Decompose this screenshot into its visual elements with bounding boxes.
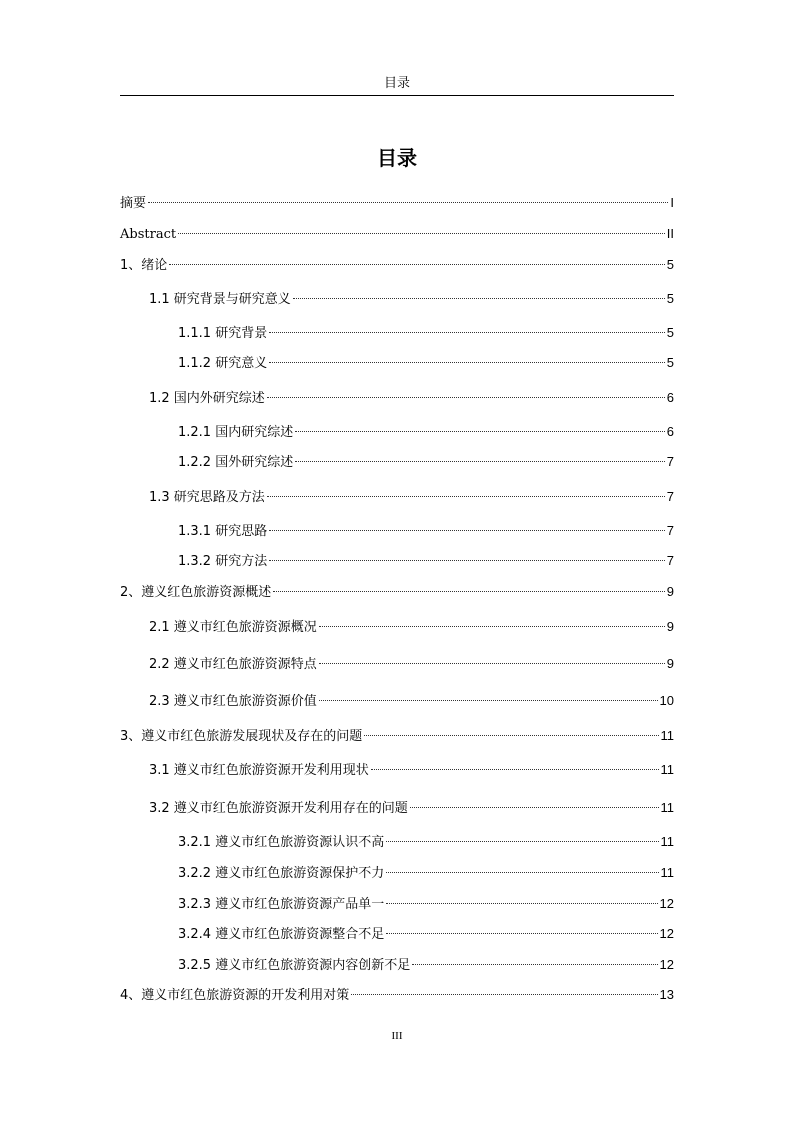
- toc-entry-section-1-2-1[interactable]: [178, 423, 674, 441]
- toc-entry-page: 11: [660, 834, 674, 849]
- dot-leader: [319, 663, 665, 664]
- toc-entry-section-1-1-1[interactable]: [178, 324, 674, 342]
- toc-entry-label: 3.2.4 遵义市红色旅游资源整合不足: [178, 927, 385, 942]
- toc-entry-label: 1、绪论: [120, 258, 168, 273]
- toc-entry-section-1-1[interactable]: [149, 290, 674, 308]
- toc-entry-section-3-2-5[interactable]: [178, 956, 674, 974]
- dot-leader: [293, 298, 665, 299]
- toc-entry-abstract-en[interactable]: [120, 225, 674, 243]
- dot-leader: [386, 933, 657, 934]
- toc-entry-label: 1.1.2 研究意义: [178, 356, 268, 371]
- toc-entry-label: 1.3.1 研究思路: [178, 524, 268, 539]
- dot-leader: [319, 626, 665, 627]
- dot-leader: [364, 735, 658, 736]
- toc-entry-section-2-2[interactable]: [149, 655, 674, 673]
- dot-leader: [319, 700, 658, 701]
- toc-entry-label: 1.3 研究思路及方法: [149, 490, 265, 505]
- toc-entry-label: 3.1 遵义市红色旅游资源开发利用现状: [149, 763, 369, 778]
- toc-entry-page: 12: [659, 896, 674, 911]
- toc-entry-label: 摘要: [120, 196, 147, 211]
- toc-entry-page: 9: [666, 619, 674, 634]
- toc-entry-page: 6: [666, 424, 674, 439]
- toc-entry-page: 5: [666, 257, 674, 272]
- toc-entry-label: 2.1 遵义市红色旅游资源概况: [149, 620, 317, 635]
- dot-leader: [273, 591, 664, 592]
- toc-entry-chapter-2[interactable]: [120, 583, 674, 601]
- dot-leader: [351, 994, 657, 995]
- toc-entry-section-1-2-2[interactable]: [178, 453, 674, 471]
- toc-entry-page: 7: [666, 553, 674, 568]
- toc-entry-page: 5: [666, 355, 674, 370]
- header-rule: [120, 95, 674, 96]
- toc-entry-label: 4、遵义市红色旅游资源的开发利用对策: [120, 988, 350, 1003]
- dot-leader: [269, 530, 665, 531]
- toc-entry-label: 1.1 研究背景与研究意义: [149, 292, 291, 307]
- toc-entry-label: 1.1.1 研究背景: [178, 326, 268, 341]
- toc-entry-page: 7: [666, 489, 674, 504]
- toc-entry-section-3-1[interactable]: [149, 761, 674, 779]
- toc-entry-label: 3、遵义市红色旅游发展现状及存在的问题: [120, 729, 363, 744]
- toc-entry-label: 3.2 遵义市红色旅游资源开发利用存在的问题: [149, 801, 408, 816]
- toc-entry-chapter-3[interactable]: [120, 727, 674, 745]
- page-number: III: [391, 1030, 403, 1042]
- page-title: 目录: [377, 146, 417, 170]
- toc-entry-section-1-3[interactable]: [149, 488, 674, 506]
- dot-leader: [178, 233, 665, 234]
- dot-leader: [148, 202, 668, 203]
- toc-entry-label: 1.2.1 国内研究综述: [178, 425, 294, 440]
- toc-entry-page: II: [666, 226, 674, 241]
- toc-entry-label: Abstract: [120, 227, 177, 242]
- toc-entry-page: 11: [660, 800, 674, 815]
- dot-leader: [386, 841, 658, 842]
- toc-entry-page: 5: [666, 325, 674, 340]
- toc-entry-section-3-2-3[interactable]: [178, 895, 674, 913]
- toc-entry-label: 1.2.2 国外研究综述: [178, 455, 294, 470]
- dot-leader: [386, 903, 657, 904]
- toc-entry-chapter-1[interactable]: [120, 256, 674, 274]
- toc-entry-label: 2、遵义红色旅游资源概述: [120, 585, 272, 600]
- toc-entry-section-1-3-2[interactable]: [178, 552, 674, 570]
- toc-entry-page: 11: [660, 865, 674, 880]
- toc-entry-page: 7: [666, 454, 674, 469]
- toc-entry-label: 2.2 遵义市红色旅游资源特点: [149, 657, 317, 672]
- toc-entry-section-3-2-1[interactable]: [178, 833, 674, 851]
- toc-entry-page: 13: [659, 987, 674, 1002]
- toc-entry-label: 3.2.1 遵义市红色旅游资源认识不高: [178, 835, 385, 850]
- toc-entry-page: 11: [660, 762, 674, 777]
- toc-entry-page: I: [670, 195, 674, 210]
- toc-entry-abstract-cn[interactable]: [120, 194, 674, 212]
- dot-leader: [267, 397, 665, 398]
- toc-entry-page: 5: [666, 291, 674, 306]
- toc-entry-section-2-3[interactable]: [149, 692, 674, 710]
- toc-entry-label: 1.2 国内外研究综述: [149, 391, 265, 406]
- dot-leader: [295, 461, 665, 462]
- toc-entry-label: 3.2.3 遵义市红色旅游资源产品单一: [178, 897, 385, 912]
- toc-entry-page: 10: [659, 693, 674, 708]
- toc-entry-label: 3.2.2 遵义市红色旅游资源保护不力: [178, 866, 385, 881]
- toc-entry-chapter-4[interactable]: [120, 986, 674, 1004]
- toc-entry-section-1-2[interactable]: [149, 389, 674, 407]
- toc-entry-section-3-2-4[interactable]: [178, 925, 674, 943]
- toc-entry-page: 11: [660, 728, 674, 743]
- toc-entry-page: 12: [659, 926, 674, 941]
- dot-leader: [269, 332, 665, 333]
- dot-leader: [267, 496, 665, 497]
- toc-entry-page: 7: [666, 523, 674, 538]
- dot-leader: [295, 431, 665, 432]
- dot-leader: [269, 362, 665, 363]
- toc-entry-page: 9: [666, 584, 674, 599]
- dot-leader: [169, 264, 664, 265]
- dot-leader: [410, 807, 659, 808]
- dot-leader: [269, 560, 665, 561]
- toc-entry-section-3-2-2[interactable]: [178, 864, 674, 882]
- toc-entry-section-1-1-2[interactable]: [178, 354, 674, 372]
- toc-entry-page: 9: [666, 656, 674, 671]
- toc-entry-label: 2.3 遵义市红色旅游资源价值: [149, 694, 317, 709]
- dot-leader: [412, 964, 657, 965]
- toc-entry-label: 1.3.2 研究方法: [178, 554, 268, 569]
- toc-entry-section-1-3-1[interactable]: [178, 522, 674, 540]
- running-header: 目录: [383, 76, 410, 91]
- dot-leader: [386, 872, 658, 873]
- toc-entry-page: 6: [666, 390, 674, 405]
- toc-entry-section-2-1[interactable]: [149, 618, 674, 636]
- toc-entry-page: 12: [659, 957, 674, 972]
- dot-leader: [371, 769, 659, 770]
- toc-entry-label: 3.2.5 遵义市红色旅游资源内容创新不足: [178, 958, 411, 973]
- toc-entry-section-3-2[interactable]: [149, 799, 674, 817]
